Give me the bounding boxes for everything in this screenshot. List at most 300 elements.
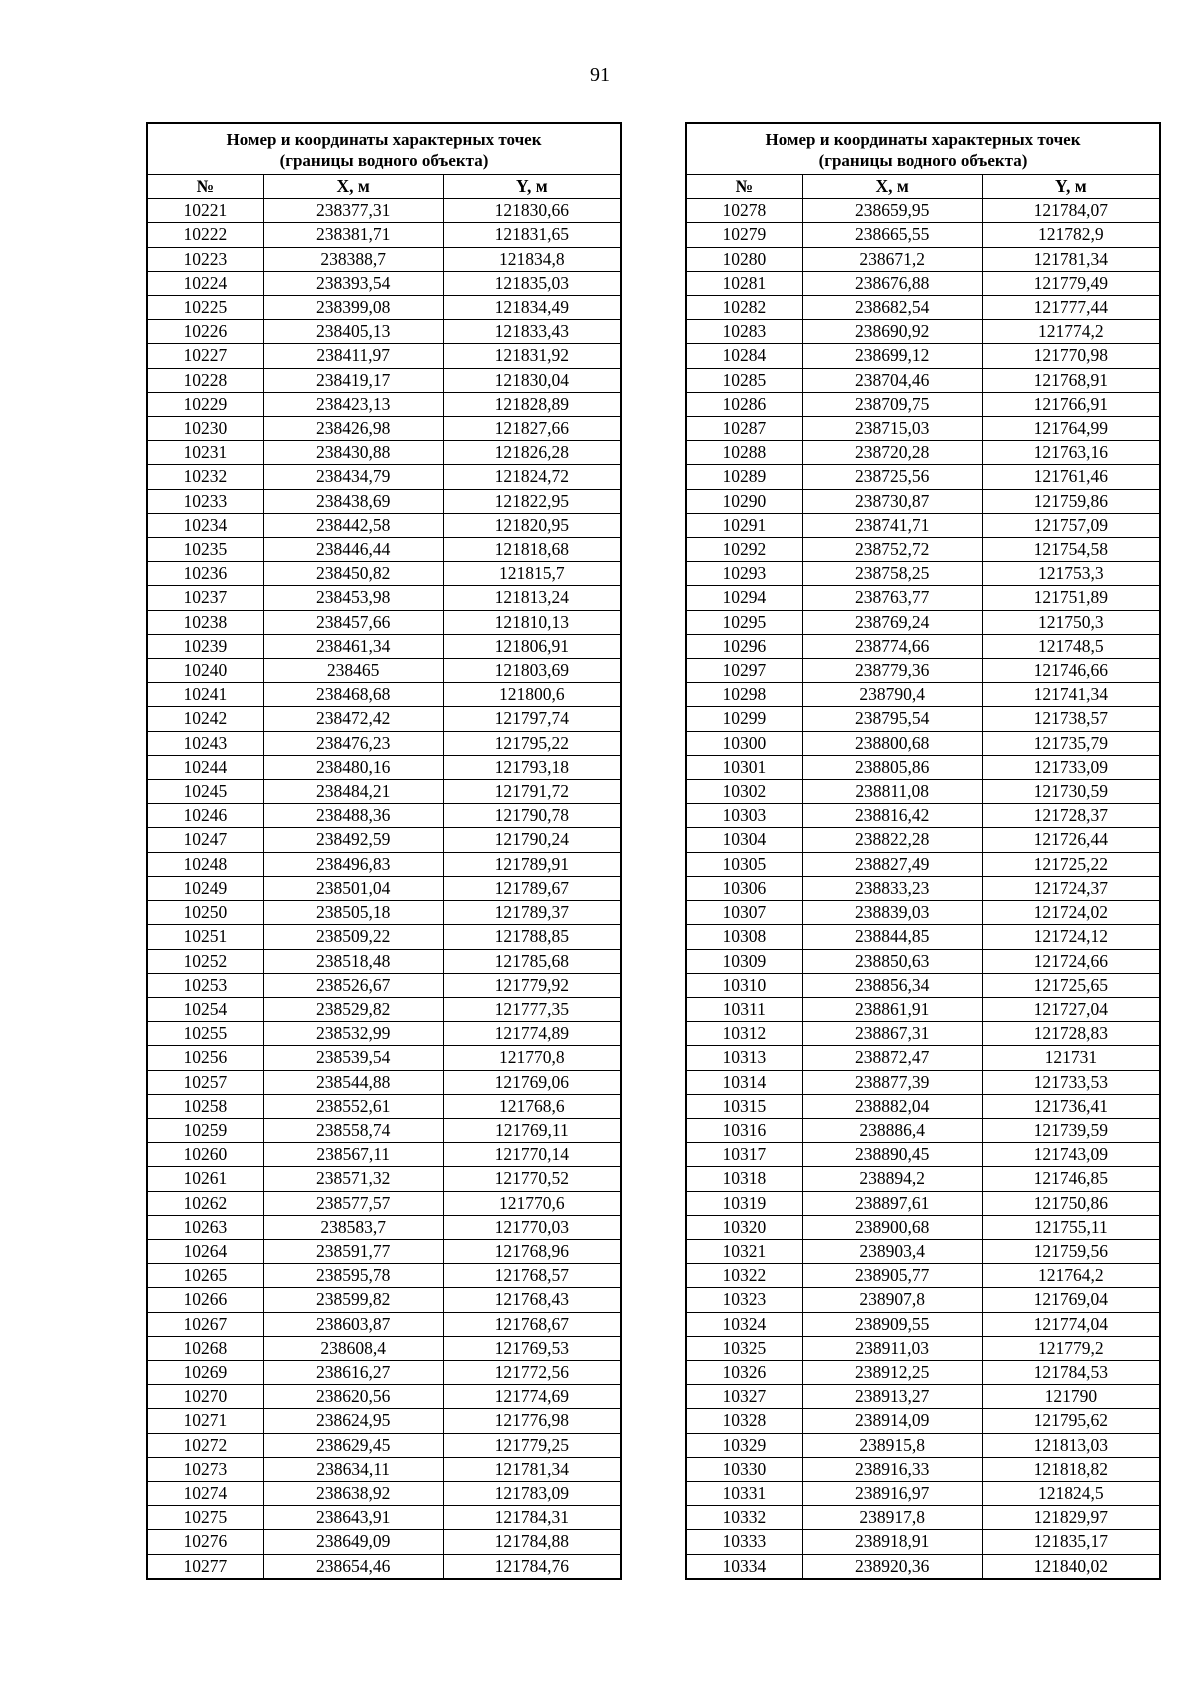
cell-point-number: 10299	[686, 707, 802, 731]
cell-x-coordinate: 238603,87	[263, 1312, 443, 1336]
cell-x-coordinate: 238446,44	[263, 538, 443, 562]
cell-x-coordinate: 238763,77	[802, 586, 982, 610]
cell-point-number: 10253	[147, 973, 263, 997]
table-row	[147, 1457, 621, 1481]
cell-x-coordinate: 238900,68	[802, 1215, 982, 1239]
cell-y-coordinate: 121754,58	[982, 538, 1160, 562]
cell-point-number: 10298	[686, 683, 802, 707]
table-row	[686, 876, 1160, 900]
cell-point-number: 10228	[147, 368, 263, 392]
cell-point-number: 10328	[686, 1409, 802, 1433]
table-row	[147, 634, 621, 658]
cell-x-coordinate: 238872,47	[802, 1046, 982, 1070]
cell-y-coordinate: 121815,7	[443, 562, 621, 586]
cell-point-number: 10295	[686, 610, 802, 634]
table-row	[147, 731, 621, 755]
table-row	[686, 1481, 1160, 1505]
cell-point-number: 10272	[147, 1433, 263, 1457]
cell-point-number: 10237	[147, 586, 263, 610]
cell-x-coordinate: 238704,46	[802, 368, 982, 392]
table-row	[147, 392, 621, 416]
cell-point-number: 10263	[147, 1215, 263, 1239]
cell-y-coordinate: 121741,34	[982, 683, 1160, 707]
cell-x-coordinate: 238399,08	[263, 296, 443, 320]
table-row	[147, 199, 621, 223]
column-header-y: Y, м	[443, 175, 621, 199]
cell-point-number: 10254	[147, 997, 263, 1021]
cell-y-coordinate: 121746,85	[982, 1167, 1160, 1191]
cell-x-coordinate: 238795,54	[802, 707, 982, 731]
cell-y-coordinate: 121770,98	[982, 344, 1160, 368]
cell-point-number: 10264	[147, 1239, 263, 1263]
cell-x-coordinate: 238488,36	[263, 804, 443, 828]
cell-y-coordinate: 121770,03	[443, 1215, 621, 1239]
table-row	[686, 1239, 1160, 1263]
cell-point-number: 10318	[686, 1167, 802, 1191]
cell-x-coordinate: 238468,68	[263, 683, 443, 707]
cell-x-coordinate: 238769,24	[802, 610, 982, 634]
table-row	[686, 1070, 1160, 1094]
cell-y-coordinate: 121784,07	[982, 199, 1160, 223]
cell-y-coordinate: 121790,78	[443, 804, 621, 828]
cell-x-coordinate: 238912,25	[802, 1360, 982, 1384]
cell-point-number: 10266	[147, 1288, 263, 1312]
cell-y-coordinate: 121833,43	[443, 320, 621, 344]
cell-point-number: 10248	[147, 852, 263, 876]
table-row	[147, 1143, 621, 1167]
cell-y-coordinate: 121764,2	[982, 1264, 1160, 1288]
cell-x-coordinate: 238492,59	[263, 828, 443, 852]
cell-x-coordinate: 238509,22	[263, 925, 443, 949]
cell-point-number: 10274	[147, 1481, 263, 1505]
cell-y-coordinate: 121829,97	[982, 1506, 1160, 1530]
cell-point-number: 10296	[686, 634, 802, 658]
cell-point-number: 10245	[147, 780, 263, 804]
cell-x-coordinate: 238886,4	[802, 1118, 982, 1142]
cell-point-number: 10324	[686, 1312, 802, 1336]
table-row	[686, 1554, 1160, 1579]
cell-y-coordinate: 121757,09	[982, 513, 1160, 537]
table-row	[686, 465, 1160, 489]
table-row	[686, 731, 1160, 755]
cell-point-number: 10234	[147, 513, 263, 537]
cell-x-coordinate: 238430,88	[263, 441, 443, 465]
cell-point-number: 10316	[686, 1118, 802, 1142]
cell-y-coordinate: 121795,62	[982, 1409, 1160, 1433]
cell-x-coordinate: 238608,4	[263, 1336, 443, 1360]
table-row	[147, 513, 621, 537]
cell-x-coordinate: 238665,55	[802, 223, 982, 247]
table-row	[147, 1070, 621, 1094]
cell-point-number: 10310	[686, 973, 802, 997]
table-row	[147, 296, 621, 320]
cell-y-coordinate: 121793,18	[443, 755, 621, 779]
cell-x-coordinate: 238518,48	[263, 949, 443, 973]
cell-point-number: 10240	[147, 659, 263, 683]
cell-x-coordinate: 238844,85	[802, 925, 982, 949]
table-row	[686, 949, 1160, 973]
cell-point-number: 10288	[686, 441, 802, 465]
cell-point-number: 10231	[147, 441, 263, 465]
cell-point-number: 10277	[147, 1554, 263, 1579]
cell-x-coordinate: 238816,42	[802, 804, 982, 828]
cell-y-coordinate: 121784,31	[443, 1506, 621, 1530]
cell-x-coordinate: 238465	[263, 659, 443, 683]
cell-point-number: 10312	[686, 1022, 802, 1046]
cell-y-coordinate: 121822,95	[443, 489, 621, 513]
cell-x-coordinate: 238850,63	[802, 949, 982, 973]
cell-y-coordinate: 121784,53	[982, 1360, 1160, 1384]
cell-point-number: 10243	[147, 731, 263, 755]
table-row	[147, 610, 621, 634]
cell-x-coordinate: 238725,56	[802, 465, 982, 489]
cell-x-coordinate: 238526,67	[263, 973, 443, 997]
cell-point-number: 10259	[147, 1118, 263, 1142]
table-row	[147, 755, 621, 779]
cell-point-number: 10308	[686, 925, 802, 949]
cell-x-coordinate: 238827,49	[802, 852, 982, 876]
table-row	[686, 1094, 1160, 1118]
cell-x-coordinate: 238472,42	[263, 707, 443, 731]
table-row	[147, 1191, 621, 1215]
cell-y-coordinate: 121755,11	[982, 1215, 1160, 1239]
table-row	[147, 1215, 621, 1239]
cell-y-coordinate: 121735,79	[982, 731, 1160, 755]
cell-point-number: 10222	[147, 223, 263, 247]
table-row	[686, 1506, 1160, 1530]
cell-point-number: 10230	[147, 417, 263, 441]
cell-point-number: 10278	[686, 199, 802, 223]
table-body	[686, 199, 1160, 1579]
cell-x-coordinate: 238758,25	[802, 562, 982, 586]
cell-x-coordinate: 238811,08	[802, 780, 982, 804]
cell-x-coordinate: 238833,23	[802, 876, 982, 900]
cell-point-number: 10247	[147, 828, 263, 852]
cell-y-coordinate: 121769,11	[443, 1118, 621, 1142]
column-header-number: №	[686, 175, 802, 199]
cell-y-coordinate: 121770,14	[443, 1143, 621, 1167]
table-row	[686, 513, 1160, 537]
cell-point-number: 10244	[147, 755, 263, 779]
cell-y-coordinate: 121803,69	[443, 659, 621, 683]
cell-y-coordinate: 121769,06	[443, 1070, 621, 1094]
cell-x-coordinate: 238654,46	[263, 1554, 443, 1579]
cell-y-coordinate: 121785,68	[443, 949, 621, 973]
table-row	[686, 755, 1160, 779]
table-row	[686, 1457, 1160, 1481]
cell-point-number: 10273	[147, 1457, 263, 1481]
cell-x-coordinate: 238916,33	[802, 1457, 982, 1481]
cell-x-coordinate: 238877,39	[802, 1070, 982, 1094]
cell-point-number: 10290	[686, 489, 802, 513]
cell-x-coordinate: 238720,28	[802, 441, 982, 465]
cell-x-coordinate: 238905,77	[802, 1264, 982, 1288]
cell-y-coordinate: 121783,09	[443, 1481, 621, 1505]
table-row	[147, 562, 621, 586]
cell-x-coordinate: 238461,34	[263, 634, 443, 658]
cell-x-coordinate: 238501,04	[263, 876, 443, 900]
cell-x-coordinate: 238709,75	[802, 392, 982, 416]
cell-x-coordinate: 238911,03	[802, 1336, 982, 1360]
cell-y-coordinate: 121800,6	[443, 683, 621, 707]
cell-y-coordinate: 121813,03	[982, 1433, 1160, 1457]
cell-point-number: 10279	[686, 223, 802, 247]
cell-y-coordinate: 121781,34	[982, 247, 1160, 271]
table-row	[686, 997, 1160, 1021]
cell-point-number: 10303	[686, 804, 802, 828]
table-row	[686, 973, 1160, 997]
cell-y-coordinate: 121777,44	[982, 296, 1160, 320]
cell-point-number: 10302	[686, 780, 802, 804]
cell-point-number: 10300	[686, 731, 802, 755]
cell-x-coordinate: 238649,09	[263, 1530, 443, 1554]
cell-x-coordinate: 238699,12	[802, 344, 982, 368]
cell-x-coordinate: 238457,66	[263, 610, 443, 634]
cell-x-coordinate: 238453,98	[263, 586, 443, 610]
cell-point-number: 10262	[147, 1191, 263, 1215]
cell-point-number: 10242	[147, 707, 263, 731]
table-title-line-2: (границы водного объекта)	[279, 151, 489, 170]
cell-y-coordinate: 121810,13	[443, 610, 621, 634]
cell-x-coordinate: 238839,03	[802, 901, 982, 925]
cell-point-number: 10256	[147, 1046, 263, 1070]
cell-point-number: 10317	[686, 1143, 802, 1167]
coordinates-table-right	[685, 122, 1161, 1580]
cell-y-coordinate: 121797,74	[443, 707, 621, 731]
cell-y-coordinate: 121770,6	[443, 1191, 621, 1215]
cell-y-coordinate: 121728,37	[982, 804, 1160, 828]
cell-point-number: 10292	[686, 538, 802, 562]
cell-x-coordinate: 238805,86	[802, 755, 982, 779]
cell-x-coordinate: 238377,31	[263, 199, 443, 223]
cell-point-number: 10233	[147, 489, 263, 513]
table-row	[147, 973, 621, 997]
cell-x-coordinate: 238897,61	[802, 1191, 982, 1215]
cell-point-number: 10325	[686, 1336, 802, 1360]
cell-point-number: 10326	[686, 1360, 802, 1384]
cell-y-coordinate: 121830,04	[443, 368, 621, 392]
cell-point-number: 10334	[686, 1554, 802, 1579]
page-number: 91	[590, 64, 610, 86]
cell-point-number: 10271	[147, 1409, 263, 1433]
column-header-x: X, м	[263, 175, 443, 199]
table-row	[686, 804, 1160, 828]
table-row	[686, 610, 1160, 634]
table-row	[147, 1167, 621, 1191]
cell-y-coordinate: 121806,91	[443, 634, 621, 658]
cell-x-coordinate: 238442,58	[263, 513, 443, 537]
cell-point-number: 10282	[686, 296, 802, 320]
table-body	[147, 199, 621, 1579]
cell-point-number: 10283	[686, 320, 802, 344]
table-row	[147, 1264, 621, 1288]
table-row	[147, 1118, 621, 1142]
cell-x-coordinate: 238634,11	[263, 1457, 443, 1481]
cell-y-coordinate: 121768,43	[443, 1288, 621, 1312]
table-row	[686, 1046, 1160, 1070]
cell-x-coordinate: 238920,36	[802, 1554, 982, 1579]
table-row	[686, 223, 1160, 247]
cell-x-coordinate: 238629,45	[263, 1433, 443, 1457]
cell-x-coordinate: 238671,2	[802, 247, 982, 271]
cell-y-coordinate: 121769,53	[443, 1336, 621, 1360]
table-row	[686, 271, 1160, 295]
cell-x-coordinate: 238539,54	[263, 1046, 443, 1070]
cell-y-coordinate: 121788,85	[443, 925, 621, 949]
cell-point-number: 10289	[686, 465, 802, 489]
cell-x-coordinate: 238476,23	[263, 731, 443, 755]
table-row	[686, 659, 1160, 683]
cell-x-coordinate: 238571,32	[263, 1167, 443, 1191]
cell-y-coordinate: 121750,3	[982, 610, 1160, 634]
cell-y-coordinate: 121818,82	[982, 1457, 1160, 1481]
cell-y-coordinate: 121738,57	[982, 707, 1160, 731]
table-row	[686, 1336, 1160, 1360]
table-row	[686, 925, 1160, 949]
coordinates-table-left	[146, 122, 622, 1580]
table-row	[686, 852, 1160, 876]
cell-x-coordinate: 238620,56	[263, 1385, 443, 1409]
cell-point-number: 10280	[686, 247, 802, 271]
cell-y-coordinate: 121726,44	[982, 828, 1160, 852]
cell-y-coordinate: 121777,35	[443, 997, 621, 1021]
table-title-line-2: (границы водного объекта)	[818, 151, 1028, 170]
cell-x-coordinate: 238915,8	[802, 1433, 982, 1457]
table-row	[147, 1409, 621, 1433]
cell-y-coordinate: 121751,89	[982, 586, 1160, 610]
column-header-x: X, м	[802, 175, 982, 199]
cell-y-coordinate: 121731	[982, 1046, 1160, 1070]
cell-point-number: 10226	[147, 320, 263, 344]
table-row	[147, 417, 621, 441]
cell-y-coordinate: 121781,34	[443, 1457, 621, 1481]
table-row	[686, 296, 1160, 320]
cell-y-coordinate: 121772,56	[443, 1360, 621, 1384]
cell-x-coordinate: 238484,21	[263, 780, 443, 804]
cell-x-coordinate: 238741,71	[802, 513, 982, 537]
cell-y-coordinate: 121782,9	[982, 223, 1160, 247]
cell-point-number: 10327	[686, 1385, 802, 1409]
table-row	[686, 828, 1160, 852]
table-row	[147, 707, 621, 731]
table-row	[686, 683, 1160, 707]
cell-y-coordinate: 121784,76	[443, 1554, 621, 1579]
cell-y-coordinate: 121827,66	[443, 417, 621, 441]
table-title	[686, 123, 1160, 175]
cell-x-coordinate: 238861,91	[802, 997, 982, 1021]
cell-point-number: 10284	[686, 344, 802, 368]
table-row	[686, 417, 1160, 441]
cell-point-number: 10281	[686, 271, 802, 295]
cell-x-coordinate: 238730,87	[802, 489, 982, 513]
cell-x-coordinate: 238917,8	[802, 1506, 982, 1530]
cell-y-coordinate: 121759,86	[982, 489, 1160, 513]
cell-y-coordinate: 121748,5	[982, 634, 1160, 658]
table-row	[686, 1385, 1160, 1409]
cell-point-number: 10223	[147, 247, 263, 271]
cell-y-coordinate: 121733,09	[982, 755, 1160, 779]
table-row	[147, 344, 621, 368]
cell-y-coordinate: 121818,68	[443, 538, 621, 562]
cell-x-coordinate: 238529,82	[263, 997, 443, 1021]
cell-y-coordinate: 121763,16	[982, 441, 1160, 465]
cell-x-coordinate: 238752,72	[802, 538, 982, 562]
table-row	[686, 441, 1160, 465]
cell-x-coordinate: 238591,77	[263, 1239, 443, 1263]
cell-x-coordinate: 238450,82	[263, 562, 443, 586]
cell-y-coordinate: 121789,67	[443, 876, 621, 900]
cell-y-coordinate: 121724,02	[982, 901, 1160, 925]
table-row	[686, 320, 1160, 344]
table-row	[147, 828, 621, 852]
cell-x-coordinate: 238595,78	[263, 1264, 443, 1288]
cell-y-coordinate: 121791,72	[443, 780, 621, 804]
cell-y-coordinate: 121725,65	[982, 973, 1160, 997]
table-row	[686, 538, 1160, 562]
table-row	[147, 949, 621, 973]
cell-y-coordinate: 121831,65	[443, 223, 621, 247]
table-row	[686, 586, 1160, 610]
cell-point-number: 10305	[686, 852, 802, 876]
table-row	[686, 634, 1160, 658]
cell-y-coordinate: 121774,04	[982, 1312, 1160, 1336]
cell-point-number: 10287	[686, 417, 802, 441]
cell-y-coordinate: 121764,99	[982, 417, 1160, 441]
cell-y-coordinate: 121730,59	[982, 780, 1160, 804]
cell-point-number: 10329	[686, 1433, 802, 1457]
table-row	[686, 1264, 1160, 1288]
cell-point-number: 10265	[147, 1264, 263, 1288]
cell-point-number: 10286	[686, 392, 802, 416]
cell-x-coordinate: 238381,71	[263, 223, 443, 247]
cell-x-coordinate: 238426,98	[263, 417, 443, 441]
table-row	[147, 1288, 621, 1312]
cell-y-coordinate: 121779,49	[982, 271, 1160, 295]
cell-point-number: 10315	[686, 1094, 802, 1118]
table-row	[686, 1022, 1160, 1046]
cell-point-number: 10323	[686, 1288, 802, 1312]
cell-y-coordinate: 121779,92	[443, 973, 621, 997]
cell-x-coordinate: 238882,04	[802, 1094, 982, 1118]
cell-x-coordinate: 238790,4	[802, 683, 982, 707]
table-row	[147, 271, 621, 295]
cell-y-coordinate: 121769,04	[982, 1288, 1160, 1312]
cell-point-number: 10241	[147, 683, 263, 707]
cell-y-coordinate: 121724,37	[982, 876, 1160, 900]
table-row	[147, 780, 621, 804]
table-row	[147, 247, 621, 271]
table-row	[686, 392, 1160, 416]
cell-y-coordinate: 121759,56	[982, 1239, 1160, 1263]
table-row	[686, 1360, 1160, 1384]
cell-point-number: 10229	[147, 392, 263, 416]
cell-point-number: 10333	[686, 1530, 802, 1554]
cell-y-coordinate: 121746,66	[982, 659, 1160, 683]
cell-y-coordinate: 121830,66	[443, 199, 621, 223]
cell-y-coordinate: 121770,8	[443, 1046, 621, 1070]
table-row	[686, 707, 1160, 731]
cell-x-coordinate: 238659,95	[802, 199, 982, 223]
cell-x-coordinate: 238894,2	[802, 1167, 982, 1191]
table-row	[686, 1215, 1160, 1239]
table-row	[147, 1385, 621, 1409]
cell-x-coordinate: 238890,45	[802, 1143, 982, 1167]
cell-point-number: 10306	[686, 876, 802, 900]
cell-x-coordinate: 238496,83	[263, 852, 443, 876]
table-row	[147, 852, 621, 876]
cell-y-coordinate: 121834,8	[443, 247, 621, 271]
cell-y-coordinate: 121835,03	[443, 271, 621, 295]
